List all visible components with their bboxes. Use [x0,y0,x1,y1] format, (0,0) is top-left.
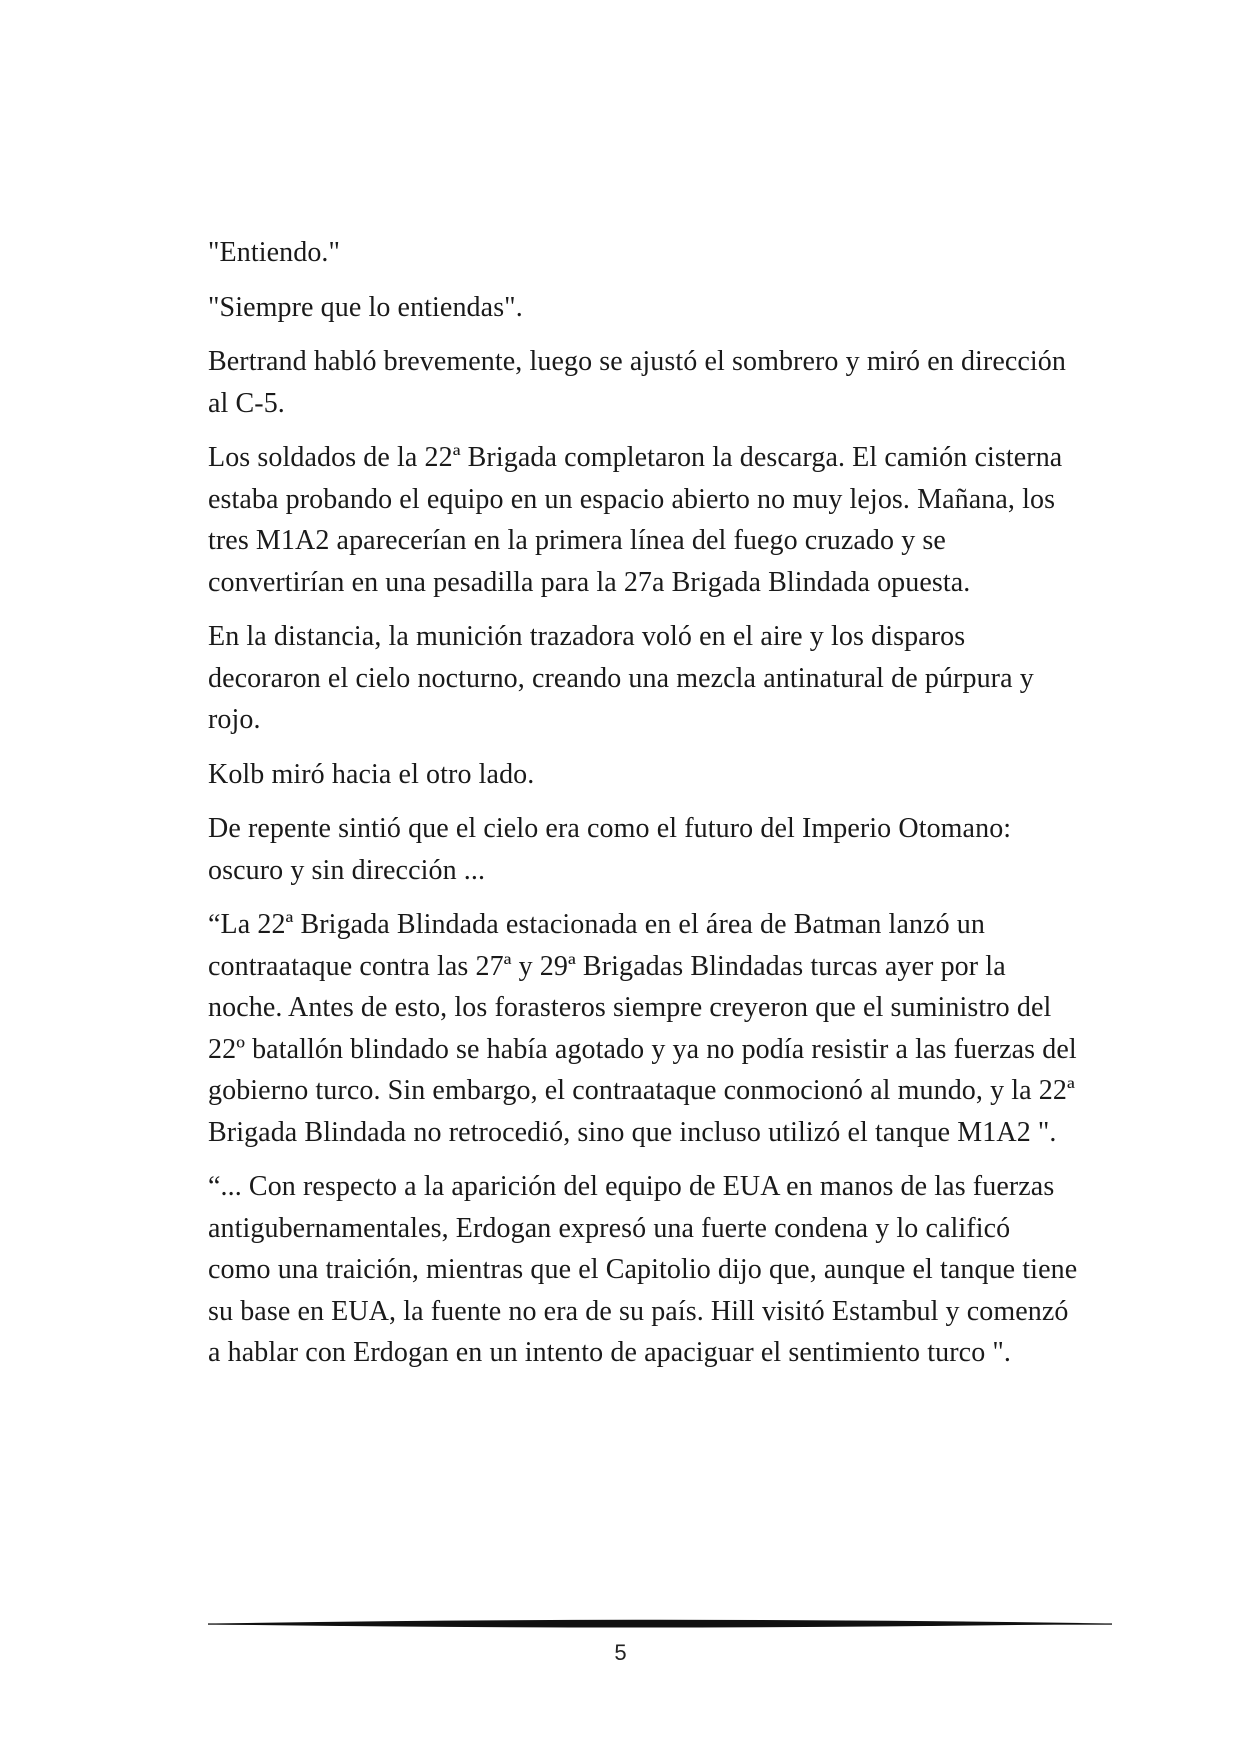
paragraph: Los soldados de la 22ª Brigada completaron la descarga. El camión cisterna estaba probando el equipo en un espacio abierto no muy lejos. Mañana, los tres M1A2 aparecerían en la primera línea del fuego cruzado y se convertirían en una pesadilla para la 27a Brigada Blindada opuesta. [208,442,1063,598]
paragraph: De repente sintió que el cielo era como el futuro del Imperio Otomano: oscuro y sin dirección ... [208,813,1012,886]
paragraph: En la distancia, la munición trazadora voló en el aire y los disparos decoraron el cielo nocturno, creando una mezcla antinatural de púrpura y rojo. [208,621,1034,735]
footer-divider [208,1617,1112,1631]
paragraph: “... Con respecto a la aparición del equipo de EUA en manos de las fuerzas antigubernamentales, Erdogan expresó una fuerte condena y lo calificó como una traición, mientras que el Capitolio dijo que, aunque el tanque tiene su base en EUA, la fuente no era de su país. Hill visitó Estambul y comenzó a hablar con Erdogan en un intento de apaciguar el sentimiento turco ". [208,1171,1078,1368]
page-body [208,232,1078,1387]
paragraph: "Siempre que lo entiendas". [208,291,523,323]
paragraph: Kolb miró hacia el otro lado. [208,758,535,790]
paragraph: "Entiendo." [208,237,341,268]
paragraph: “La 22ª Brigada Blindada estacionada en el área de Batman lanzó un contraataque contra las 27ª y 29ª Brigadas Blindadas turcas ayer por la noche. Antes de esto, los forasteros siempre creyeron que el suministro del 22º batallón blindado se había agotado y ya no podía resistir a las fuerzas del gobierno turco. Sin embargo, el contraataque conmocionó al mundo, y la 22ª Brigada Blindada no retrocedió, sino que incluso utilizó el tanque M1A2 ". [208,909,1077,1148]
page-number: 5 [614,1640,627,1665]
paragraph: Bertrand habló brevemente, luego se ajustó el sombrero y miró en dirección al C-5. [208,346,1067,419]
